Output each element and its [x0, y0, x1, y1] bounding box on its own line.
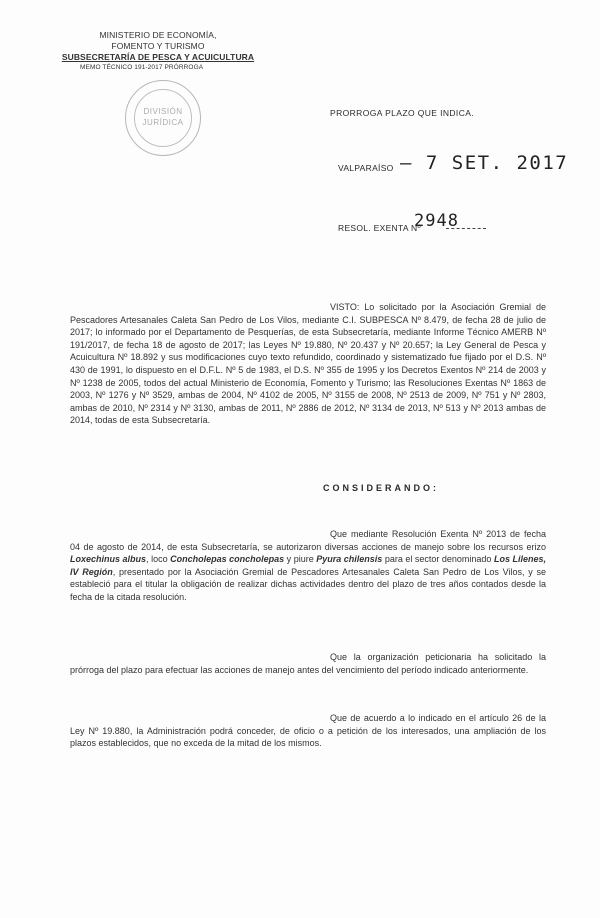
considerando-p3: Que de acuerdo a lo indicado en el artículo 26 de la Ley Nº 19.880, la Administración podrá conceder, de oficio o a petición de los interesados, una ampliación de los plazos establecidos, que no exceda de la mitad de los mismos. — [70, 713, 546, 749]
ministry-subname: FOMENTO Y TURISMO — [111, 41, 205, 51]
subsecretariat-name: SUBSECRETARÍA DE PESCA Y ACUICULTURA — [61, 52, 255, 62]
visto-lead: VISTO: — [330, 302, 360, 312]
species-loco: Concholepas concholepas — [170, 554, 285, 565]
considerando-paragraph-1 — [70, 528, 546, 604]
resolution-underline — [446, 228, 486, 229]
species-erizo: Loxechinus albus — [70, 554, 147, 565]
considerando-p1 — [70, 528, 546, 604]
p1-text-e: , presentado por la Asociación Gremial de Pescadores Artesanales Caleta San Pedro de Los Vilos, y se estableció para el titular la obligación de realizar dichas actividades dentro del plazo de tres años contados desde la fecha de la citada resolución. — [70, 566, 546, 602]
ministry-name: MINISTERIO DE ECONOMÍA, — [99, 30, 217, 40]
visto-section — [70, 301, 546, 427]
legal-division-stamp — [125, 80, 201, 156]
p1-text-a: Que mediante Resolución Exenta Nº 2013 de fecha 04 de agosto de 2014, de esta Subsecretaría, se autorizaron diversas acciones de manejo sobre los recursos erizo — [70, 529, 546, 552]
memo-reference: MEMO TÉCNICO 191-2017 PRÓRROGA — [80, 64, 204, 71]
sector-name: Los Lilenes, IV Región — [70, 554, 547, 577]
resolution-number: 2948 — [414, 211, 459, 231]
document-subject: PRORROGA PLAZO QUE INDICA. — [330, 108, 475, 118]
date-stamp: – 7 SET. 2017 — [400, 152, 569, 174]
p1-text-c: y piure — [284, 554, 317, 565]
considerando-paragraph-3 — [70, 712, 546, 750]
date-label: VALPARAÍSO — [338, 163, 394, 173]
resolution-label: RESOL. EXENTA Nº — [338, 223, 421, 233]
species-piure: Pyura chilensis — [316, 554, 383, 565]
visto-paragraph — [70, 301, 546, 427]
stamp-text-2: JURÍDICA — [142, 118, 184, 127]
considerando-heading: CONSIDERANDO: — [323, 483, 440, 493]
stamp-text-1: DIVISIÓN — [143, 107, 183, 116]
considerando-paragraph-2 — [70, 651, 546, 676]
ministry-header — [58, 30, 258, 72]
considerando-p2: Que la organización peticionaria ha solicitado la prórroga del plazo para efectuar las acciones de manejo antes del vencimiento del período indicado anteriormente. — [70, 652, 546, 675]
visto-text: Lo solicitado por la Asociación Gremial de Pescadores Artesanales Caleta San Pedro de Los Vilos, mediante C.I. SUBPESCA Nº 8.479, de fecha 28 de julio de 2017; lo informado por el Departamento de Pesquerías, de esta Subsecretaría, mediante Informe Técnico AMERB Nº 191/2017, de fecha 18 de agosto de 2017; las Leyes Nº 19.880, Nº 20.437 y Nº 20.657; la Ley General de Pesca y Acuicultura Nº 18.892 y sus modificaciones cuyo texto refundido, coordinado y sistematizado fue fijado por el D.S. Nº 430 de 1991, lo dispuesto en el D.F.L. Nº 5 de 1983, el D.S. Nº 355 de 1995 y los Decretos Exentos Nº 214 de 2003 y Nº 1238 de 2005, todos del actual Ministerio de Economía, Fomento y Turismo; las Resoluciones Exentas Nº 1863 de 2003, Nº 1276 y Nº 3529, ambas de 2004, Nº 4102 de 2005, Nº 3155 de 2008, Nº 2513 de 2009, Nº 751 y Nº 2803, ambas de 2010, Nº 2314 y Nº 3130, ambas de 2011, Nº 2886 de 2012, Nº 3134 de 2013, Nº 513 y Nº 2013 ambas de 2014, todas de esta Subsecretaría. — [70, 302, 546, 426]
p1-text-b: , loco — [146, 554, 171, 565]
p1-text-d: para el sector denominado — [382, 554, 494, 565]
